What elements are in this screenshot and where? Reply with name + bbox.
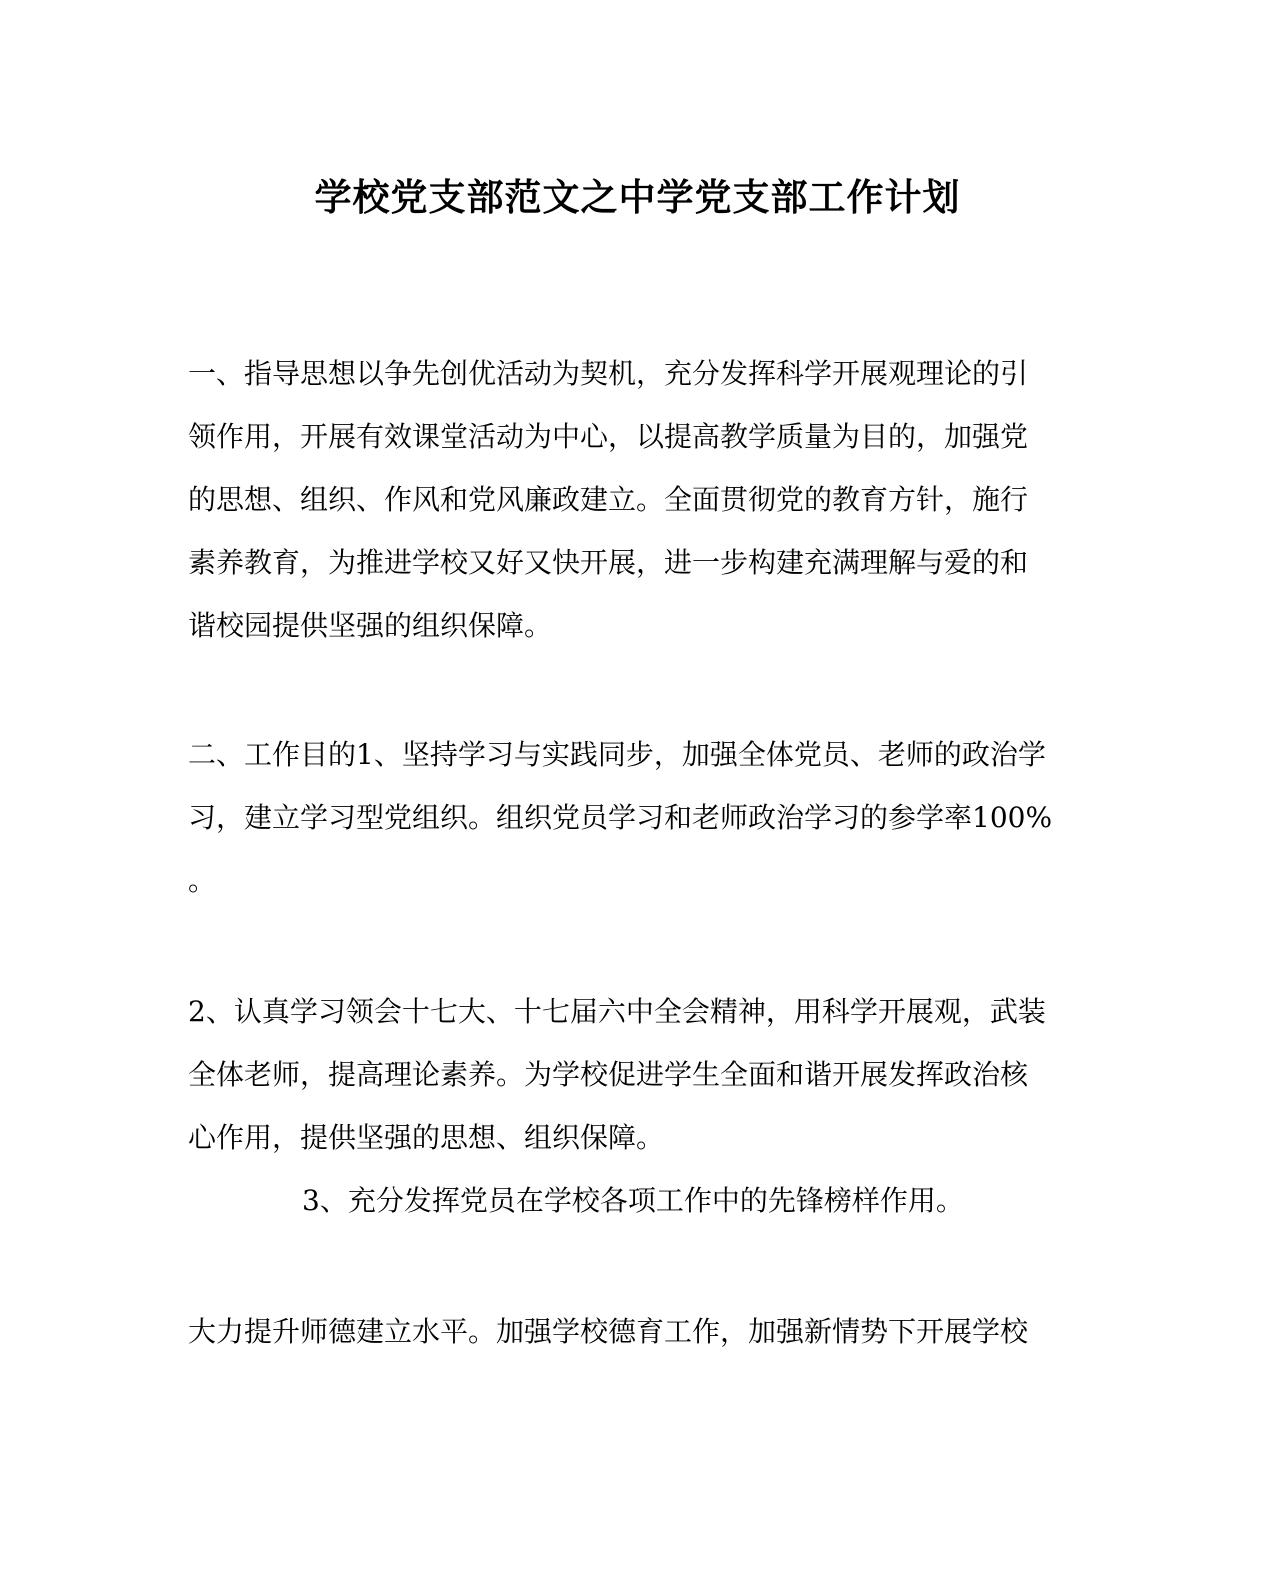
paragraph-study-spirit (188, 980, 1068, 1232)
text-line: 。 (188, 864, 217, 897)
text-line: 3、充分发挥党员在学校各项工作中的先锋榜样作用。 (302, 1184, 964, 1217)
text-line: 全体老师，提高理论素养。为学校促进学生全面和谐开展发挥政治核 (188, 1058, 1029, 1091)
paragraph-guiding-ideology (188, 342, 1068, 657)
text-line: 领作用，开展有效课堂活动为中心，以提高教学质量为目的，加强党 (188, 420, 1029, 453)
paragraph-work-goals (188, 723, 1068, 912)
document-title: 学校党支部范文之中学党支部工作计划 (314, 175, 961, 219)
paragraph-teacher-ethics (188, 1300, 1068, 1363)
text-line: 的思想、组织、作风和党风廉政建立。全面贯彻党的教育方针，施行 (188, 483, 1029, 516)
text-line: 2、认真学习领会十七大、十七届六中全会精神，用科学开展观，武装 (188, 995, 1046, 1028)
text-line: 大力提升师德建立水平。加强学校德育工作，加强新情势下开展学校 (188, 1315, 1029, 1348)
text-line: 一、指导思想以争先创优活动为契机，充分发挥科学开展观理论的引 (188, 357, 1029, 390)
text-line: 二、工作目的1、坚持学习与实践同步，加强全体党员、老师的政治学 (188, 738, 1046, 771)
text-line: 谐校园提供坚强的组织保障。 (188, 609, 553, 642)
text-line: 习，建立学习型党组织。组织党员学习和老师政治学习的参学率100% (188, 801, 1053, 834)
text-line: 心作用，提供坚强的思想、组织保障。 (188, 1121, 665, 1154)
text-line: 素养教育，为推进学校又好又快开展，进一步构建充满理解与爱的和 (188, 546, 1029, 579)
